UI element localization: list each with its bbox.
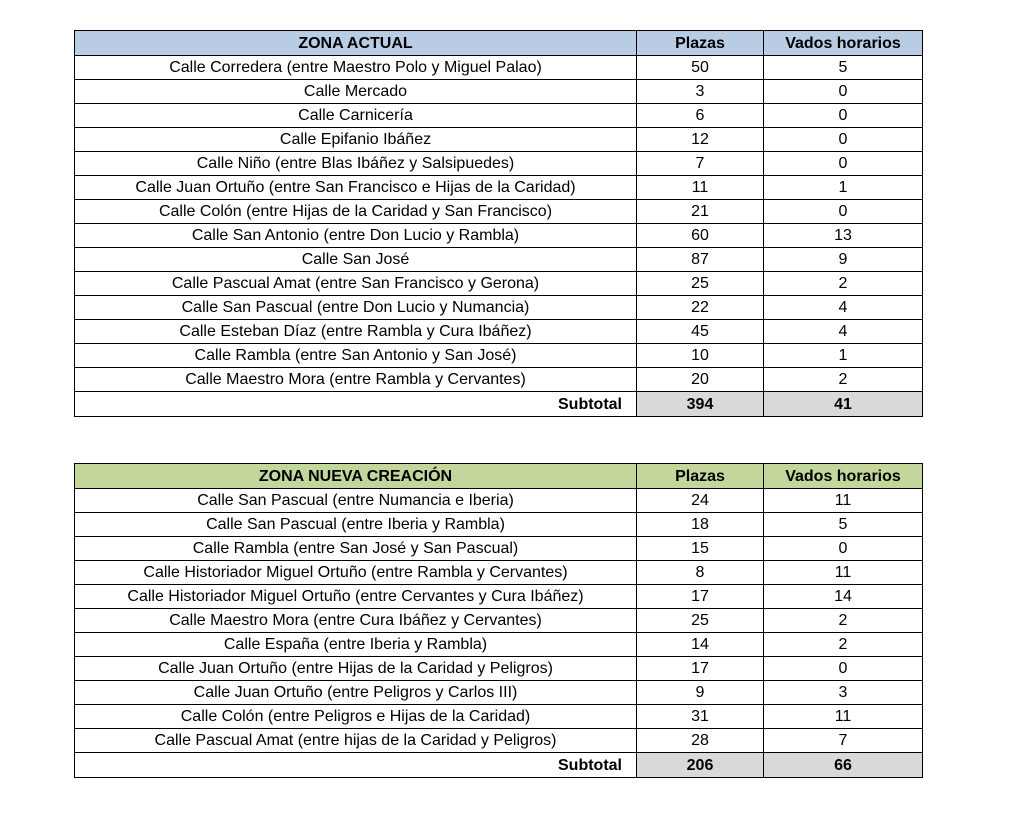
table-row bbox=[75, 585, 923, 609]
zona-actual-title: ZONA ACTUAL bbox=[75, 31, 637, 56]
street-cell: Calle España (entre Iberia y Rambla) bbox=[75, 633, 637, 657]
table-row bbox=[75, 56, 923, 80]
vados-cell: 0 bbox=[764, 152, 923, 176]
street-cell: Calle Niño (entre Blas Ibáñez y Salsipuedes) bbox=[75, 152, 637, 176]
street-cell: Calle Maestro Mora (entre Rambla y Cervantes) bbox=[75, 368, 637, 392]
table-row bbox=[75, 152, 923, 176]
plazas-cell: 28 bbox=[637, 729, 764, 753]
vados-cell: 0 bbox=[764, 200, 923, 224]
table-row bbox=[75, 561, 923, 585]
street-cell: Calle Juan Ortuño (entre San Francisco e Hijas de la Caridad) bbox=[75, 176, 637, 200]
vados-column-header: Vados horarios bbox=[764, 464, 923, 489]
subtotal-row bbox=[75, 753, 923, 778]
plazas-column-header: Plazas bbox=[637, 31, 764, 56]
plazas-cell: 3 bbox=[637, 80, 764, 104]
table-row bbox=[75, 609, 923, 633]
subtotal-label: Subtotal bbox=[75, 392, 637, 417]
subtotal-row bbox=[75, 392, 923, 417]
table-row bbox=[75, 657, 923, 681]
subtotal-vados: 41 bbox=[764, 392, 923, 417]
vados-cell: 2 bbox=[764, 272, 923, 296]
street-cell: Calle Historiador Miguel Ortuño (entre Rambla y Cervantes) bbox=[75, 561, 637, 585]
plazas-column-header: Plazas bbox=[637, 464, 764, 489]
vados-cell: 7 bbox=[764, 729, 923, 753]
vados-cell: 0 bbox=[764, 104, 923, 128]
plazas-cell: 17 bbox=[637, 585, 764, 609]
street-cell: Calle Corredera (entre Maestro Polo y Miguel Palao) bbox=[75, 56, 637, 80]
vados-cell: 13 bbox=[764, 224, 923, 248]
table-row bbox=[75, 633, 923, 657]
plazas-cell: 22 bbox=[637, 296, 764, 320]
street-cell: Calle Pascual Amat (entre San Francisco y Gerona) bbox=[75, 272, 637, 296]
vados-cell: 2 bbox=[764, 609, 923, 633]
vados-column-header: Vados horarios bbox=[764, 31, 923, 56]
plazas-cell: 31 bbox=[637, 705, 764, 729]
subtotal-label: Subtotal bbox=[75, 753, 637, 778]
plazas-cell: 60 bbox=[637, 224, 764, 248]
plazas-cell: 24 bbox=[637, 489, 764, 513]
table-row bbox=[75, 224, 923, 248]
vados-cell: 3 bbox=[764, 681, 923, 705]
zona-actual-table bbox=[74, 30, 923, 417]
plazas-cell: 11 bbox=[637, 176, 764, 200]
plazas-cell: 20 bbox=[637, 368, 764, 392]
vados-cell: 1 bbox=[764, 344, 923, 368]
zona-nueva-header bbox=[75, 464, 923, 489]
street-cell: Calle Colón (entre Peligros e Hijas de la Caridad) bbox=[75, 705, 637, 729]
table-row bbox=[75, 705, 923, 729]
table-row bbox=[75, 320, 923, 344]
table-row bbox=[75, 104, 923, 128]
plazas-cell: 25 bbox=[637, 272, 764, 296]
table-row bbox=[75, 729, 923, 753]
zona-nueva-title: ZONA NUEVA CREACIÓN bbox=[75, 464, 637, 489]
table-row bbox=[75, 80, 923, 104]
vados-cell: 5 bbox=[764, 513, 923, 537]
table-row bbox=[75, 248, 923, 272]
plazas-cell: 21 bbox=[637, 200, 764, 224]
table-row bbox=[75, 537, 923, 561]
zona-nueva-table bbox=[74, 463, 923, 778]
subtotal-plazas: 394 bbox=[637, 392, 764, 417]
vados-cell: 4 bbox=[764, 320, 923, 344]
street-cell: Calle Rambla (entre San José y San Pascual) bbox=[75, 537, 637, 561]
vados-cell: 14 bbox=[764, 585, 923, 609]
plazas-cell: 87 bbox=[637, 248, 764, 272]
table-row bbox=[75, 272, 923, 296]
plazas-cell: 17 bbox=[637, 657, 764, 681]
plazas-cell: 7 bbox=[637, 152, 764, 176]
plazas-cell: 14 bbox=[637, 633, 764, 657]
plazas-cell: 45 bbox=[637, 320, 764, 344]
street-cell: Calle Esteban Díaz (entre Rambla y Cura Ibáñez) bbox=[75, 320, 637, 344]
vados-cell: 4 bbox=[764, 296, 923, 320]
street-cell: Calle San Pascual (entre Numancia e Iberia) bbox=[75, 489, 637, 513]
table-row bbox=[75, 513, 923, 537]
vados-cell: 0 bbox=[764, 80, 923, 104]
subtotal-vados: 66 bbox=[764, 753, 923, 778]
street-cell: Calle Maestro Mora (entre Cura Ibáñez y Cervantes) bbox=[75, 609, 637, 633]
plazas-cell: 9 bbox=[637, 681, 764, 705]
plazas-cell: 18 bbox=[637, 513, 764, 537]
table-row bbox=[75, 681, 923, 705]
vados-cell: 11 bbox=[764, 489, 923, 513]
plazas-cell: 10 bbox=[637, 344, 764, 368]
table-row bbox=[75, 296, 923, 320]
vados-cell: 2 bbox=[764, 368, 923, 392]
table-row bbox=[75, 344, 923, 368]
subtotal-plazas: 206 bbox=[637, 753, 764, 778]
street-cell: Calle Mercado bbox=[75, 80, 637, 104]
plazas-cell: 50 bbox=[637, 56, 764, 80]
zona-actual-header bbox=[75, 31, 923, 56]
plazas-cell: 25 bbox=[637, 609, 764, 633]
vados-cell: 0 bbox=[764, 128, 923, 152]
plazas-cell: 6 bbox=[637, 104, 764, 128]
street-cell: Calle Juan Ortuño (entre Hijas de la Caridad y Peligros) bbox=[75, 657, 637, 681]
vados-cell: 11 bbox=[764, 705, 923, 729]
street-cell: Calle San José bbox=[75, 248, 637, 272]
plazas-cell: 8 bbox=[637, 561, 764, 585]
street-cell: Calle Epifanio Ibáñez bbox=[75, 128, 637, 152]
plazas-cell: 15 bbox=[637, 537, 764, 561]
street-cell: Calle Pascual Amat (entre hijas de la Caridad y Peligros) bbox=[75, 729, 637, 753]
vados-cell: 2 bbox=[764, 633, 923, 657]
vados-cell: 1 bbox=[764, 176, 923, 200]
street-cell: Calle Historiador Miguel Ortuño (entre Cervantes y Cura Ibáñez) bbox=[75, 585, 637, 609]
table-row bbox=[75, 176, 923, 200]
street-cell: Calle San Pascual (entre Iberia y Rambla) bbox=[75, 513, 637, 537]
table-row bbox=[75, 368, 923, 392]
street-cell: Calle Juan Ortuño (entre Peligros y Carlos III) bbox=[75, 681, 637, 705]
plazas-cell: 12 bbox=[637, 128, 764, 152]
vados-cell: 9 bbox=[764, 248, 923, 272]
table-row bbox=[75, 128, 923, 152]
table-row bbox=[75, 200, 923, 224]
street-cell: Calle San Antonio (entre Don Lucio y Rambla) bbox=[75, 224, 637, 248]
street-cell: Calle Colón (entre Hijas de la Caridad y San Francisco) bbox=[75, 200, 637, 224]
vados-cell: 0 bbox=[764, 537, 923, 561]
vados-cell: 0 bbox=[764, 657, 923, 681]
vados-cell: 11 bbox=[764, 561, 923, 585]
vados-cell: 5 bbox=[764, 56, 923, 80]
street-cell: Calle Rambla (entre San Antonio y San José) bbox=[75, 344, 637, 368]
street-cell: Calle Carnicería bbox=[75, 104, 637, 128]
street-cell: Calle San Pascual (entre Don Lucio y Numancia) bbox=[75, 296, 637, 320]
table-row bbox=[75, 489, 923, 513]
